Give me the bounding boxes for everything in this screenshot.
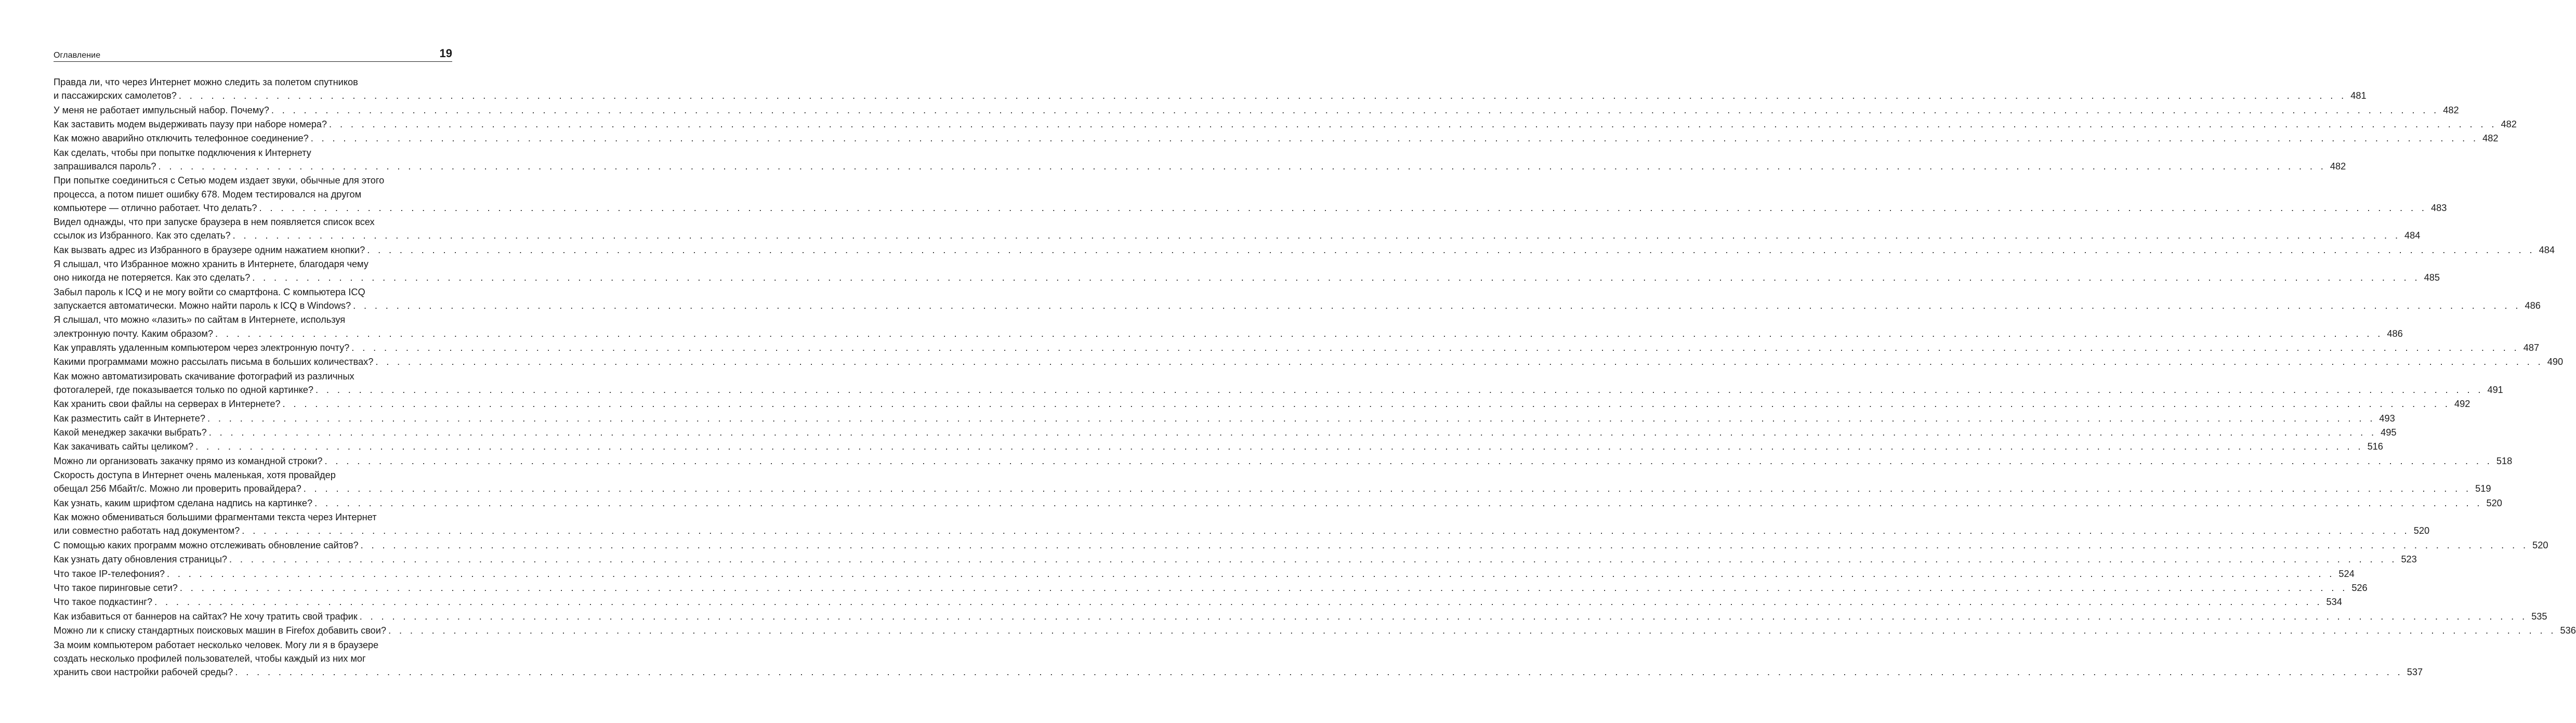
- toc-entry-last-line: [54, 117, 2517, 131]
- toc-entry-title: ссылок из Избранного. Как это сделать?: [54, 230, 231, 241]
- toc-entry-text-line: Я слышал, что можно «лазить» по сайтам в Интернете, используя: [54, 314, 346, 325]
- dot-leader: . . . . . . . . . . . . . . . . . . . . . . . . . . . . . . . . . . . . . . . . . . . . . . . . . . . . . . . . . . . . . . . . . . . . . . . . . . . . . . . . . . . . . . . . . . . . . . . . . . . . . . . . . . . . . . . . . . . . . . . . . . . . . . . . . . . . . . . . . . . . . . . . . . . . . . . . . . . . . . . . . . . . . . . . . . . . . . . . . . . . . . . . . . . . . . . . . . . . . . . .: [271, 104, 2439, 115]
- toc-entry[interactable]: [54, 355, 2564, 369]
- toc-entry-title: Как можно аварийно отключить телефонное соединение?: [54, 133, 309, 144]
- toc-entry-page-number: 482: [2330, 161, 2346, 172]
- toc-entry[interactable]: [54, 285, 2541, 312]
- dot-leader: . . . . . . . . . . . . . . . . . . . . . . . . . . . . . . . . . . . . . . . . . . . . . . . . . . . . . . . . . . . . . . . . . . . . . . . . . . . . . . . . . . . . . . . . . . . . . . . . . . . . . . . . . . . . . . . . . . . . . . . . . . . . . . . . . . . . . . . . . . . . . . . . . . . . . . . . . . . . . . . . . . . . . . . . . . . . . . . . . . . . . . . . . . . . . . . . . . . . . . . .: [353, 300, 2521, 311]
- toc-entry-title: фотогалерей, где показывается только по одной картинке?: [54, 384, 314, 395]
- toc-entry-page-number: 482: [2482, 133, 2499, 144]
- toc-entry-title: или совместно работать над документом?: [54, 525, 240, 536]
- toc-entry-page-number: 495: [2381, 427, 2397, 438]
- page-number: 19: [439, 47, 452, 60]
- toc-entry-text-line: создать несколько профилей пользователей, чтобы каждый из них мог: [54, 653, 366, 664]
- toc-entry-title: запускается автоматически. Можно найти пароль к ICQ в Windows?: [54, 300, 351, 311]
- toc-entry-title: У меня не работает импульсный набор. Почему?: [54, 104, 269, 115]
- toc-entry-title: запрашивался пароль?: [54, 161, 156, 172]
- toc-entry-title: компьютере — отлично работает. Что делать?: [54, 202, 257, 213]
- toc-entry[interactable]: [54, 624, 2576, 637]
- toc-entry-last-line: [54, 299, 2541, 312]
- toc-entry-page-number: 482: [2501, 119, 2517, 129]
- dot-leader: . . . . . . . . . . . . . . . . . . . . . . . . . . . . . . . . . . . . . . . . . . . . . . . . . . . . . . . . . . . . . . . . . . . . . . . . . . . . . . . . . . . . . . . . . . . . . . . . . . . . . . . . . . . . . . . . . . . . . . . . . . . . . . . . . . . . . . . . . . . . . . . . . . . . . . . . . . . . . . . . . . . . . . . . . . . . . . . . . . . . . . . . . . . . . . . . . . . . . . . .: [252, 272, 2421, 283]
- toc-entry-title: С помощью каких программ можно отслеживать обновление сайтов?: [54, 540, 359, 550]
- toc-entry-page-number: 486: [2387, 328, 2403, 339]
- toc-entry-last-line: [54, 89, 2367, 102]
- dot-leader: . . . . . . . . . . . . . . . . . . . . . . . . . . . . . . . . . . . . . . . . . . . . . . . . . . . . . . . . . . . . . . . . . . . . . . . . . . . . . . . . . . . . . . . . . . . . . . . . . . . . . . . . . . . . . . . . . . . . . . . . . . . . . . . . . . . . . . . . . . . . . . . . . . . . . . . . . . . . . . . . . . . . . . . . . . . . . . . . . . . . . . . . . . . . . . . . . . . . . . . .: [324, 455, 2493, 466]
- toc-entry-last-line: [54, 355, 2564, 369]
- toc-entry[interactable]: [54, 397, 2470, 411]
- toc-entry-last-line: [54, 327, 2403, 340]
- toc-entry-page-number: 519: [2475, 483, 2491, 494]
- toc-entry[interactable]: [54, 117, 2517, 131]
- running-title: Оглавление: [54, 51, 101, 60]
- toc-entry-title: хранить свои настройки рабочей среды?: [54, 666, 233, 677]
- toc-entry-page-number: 482: [2443, 104, 2459, 115]
- toc-entry-page-number: 534: [2326, 597, 2342, 608]
- toc-entry-last-line: [54, 454, 2513, 468]
- dot-leader: . . . . . . . . . . . . . . . . . . . . . . . . . . . . . . . . . . . . . . . . . . . . . . . . . . . . . . . . . . . . . . . . . . . . . . . . . . . . . . . . . . . . . . . . . . . . . . . . . . . . . . . . . . . . . . . . . . . . . . . . . . . . . . . . . . . . . . . . . . . . . . . . . . . . . . . . . . . . . . . . . . . . . . . . . . . . . . . . . . . . . . . . . . . . . . . . . . . . . . . .: [235, 666, 2403, 677]
- toc-entry-page-number: 490: [2547, 357, 2564, 367]
- toc-entry[interactable]: [54, 567, 2355, 581]
- toc-entry-page-number: 535: [2531, 611, 2547, 622]
- toc-entry-last-line: [54, 581, 2368, 595]
- dot-leader: . . . . . . . . . . . . . . . . . . . . . . . . . . . . . . . . . . . . . . . . . . . . . . . . . . . . . . . . . . . . . . . . . . . . . . . . . . . . . . . . . . . . . . . . . . . . . . . . . . . . . . . . . . . . . . . . . . . . . . . . . . . . . . . . . . . . . . . . . . . . . . . . . . . . . . . . . . . . . . . . . . . . . . . . . . . . . . . . . . . . . . . . . . . . . . . . . . . . . . . .: [242, 525, 2410, 536]
- toc-entry[interactable]: [54, 440, 2383, 453]
- dot-leader: . . . . . . . . . . . . . . . . . . . . . . . . . . . . . . . . . . . . . . . . . . . . . . . . . . . . . . . . . . . . . . . . . . . . . . . . . . . . . . . . . . . . . . . . . . . . . . . . . . . . . . . . . . . . . . . . . . . . . . . . . . . . . . . . . . . . . . . . . . . . . . . . . . . . . . . . . . . . . . . . . . . . . . . . . . . . . . . . . . . . . . . . . . . . . . . . . . . . . . . .: [208, 427, 2377, 438]
- toc-entry-last-line: [54, 524, 2430, 537]
- toc-entry[interactable]: [54, 426, 2397, 439]
- toc-entry-title: Как избавиться от баннеров на сайтах? Не хочу тратить свой трафик: [54, 611, 358, 622]
- toc-entry[interactable]: [54, 538, 2548, 552]
- toc-entry-text-line: Я слышал, что Избранное можно хранить в Интернете, благодаря чему: [54, 259, 369, 270]
- toc-entry-title: оно никогда не потеряется. Как это сделать?: [54, 272, 251, 283]
- dot-leader: . . . . . . . . . . . . . . . . . . . . . . . . . . . . . . . . . . . . . . . . . . . . . . . . . . . . . . . . . . . . . . . . . . . . . . . . . . . . . . . . . . . . . . . . . . . . . . . . . . . . . . . . . . . . . . . . . . . . . . . . . . . . . . . . . . . . . . . . . . . . . . . . . . . . . . . . . . . . . . . . . . . . . . . . . . . . . . . . . . . . . . . . . . . . . . . . . . . . . . . .: [207, 413, 2375, 424]
- toc-entry-title: Как хранить свои файлы на серверах в Интернете?: [54, 399, 281, 410]
- toc-entry-text-line: За моим компьютером работает несколько человек. Могу ли я в браузере: [54, 639, 379, 650]
- toc-entry-page-number: 486: [2525, 300, 2541, 311]
- dot-leader: . . . . . . . . . . . . . . . . . . . . . . . . . . . . . . . . . . . . . . . . . . . . . . . . . . . . . . . . . . . . . . . . . . . . . . . . . . . . . . . . . . . . . . . . . . . . . . . . . . . . . . . . . . . . . . . . . . . . . . . . . . . . . . . . . . . . . . . . . . . . . . . . . . . . . . . . . . . . . . . . . . . . . . . . . . . . . . . . . . . . . . . . . . . . . . . . . . . . . . . .: [314, 497, 2482, 508]
- toc-entry-title: Что такое пиринговые сети?: [54, 583, 178, 593]
- toc-entry-last-line: [54, 383, 2503, 397]
- toc-entry[interactable]: [54, 370, 2503, 397]
- toc-entry-last-line: [54, 271, 2440, 284]
- toc-entry-page-number: 520: [2486, 497, 2502, 508]
- dot-leader: . . . . . . . . . . . . . . . . . . . . . . . . . . . . . . . . . . . . . . . . . . . . . . . . . . . . . . . . . . . . . . . . . . . . . . . . . . . . . . . . . . . . . . . . . . . . . . . . . . . . . . . . . . . . . . . . . . . . . . . . . . . . . . . . . . . . . . . . . . . . . . . . . . . . . . . . . . . . . . . . . . . . . . . . . . . . . . . . . . . . . . . . . . . . . . . . . . . . . . . .: [388, 625, 2556, 636]
- dot-leader: . . . . . . . . . . . . . . . . . . . . . . . . . . . . . . . . . . . . . . . . . . . . . . . . . . . . . . . . . . . . . . . . . . . . . . . . . . . . . . . . . . . . . . . . . . . . . . . . . . . . . . . . . . . . . . . . . . . . . . . . . . . . . . . . . . . . . . . . . . . . . . . . . . . . . . . . . . . . . . . . . . . . . . . . . . . . . . . . . . . . . . . . . . . . . . . . . . . . . . . .: [282, 399, 2451, 410]
- toc-entry-last-line: [54, 624, 2576, 637]
- toc-entry-title: Что такое подкастинг?: [54, 597, 153, 608]
- toc-entry-page-number: 518: [2496, 455, 2513, 466]
- toc-entry-page-number: 523: [2401, 554, 2417, 565]
- toc-entry[interactable]: [54, 454, 2513, 468]
- toc-entry-page-number: 536: [2560, 625, 2576, 636]
- toc-entry-last-line: [54, 440, 2383, 453]
- toc-entry-page-number: 484: [2404, 230, 2421, 241]
- dot-leader: . . . . . . . . . . . . . . . . . . . . . . . . . . . . . . . . . . . . . . . . . . . . . . . . . . . . . . . . . . . . . . . . . . . . . . . . . . . . . . . . . . . . . . . . . . . . . . . . . . . . . . . . . . . . . . . . . . . . . . . . . . . . . . . . . . . . . . . . . . . . . . . . . . . . . . . . . . . . . . . . . . . . . . . . . . . . . . . . . . . . . . . . . . . . . . . . . . . . . . . .: [303, 483, 2472, 494]
- dot-leader: . . . . . . . . . . . . . . . . . . . . . . . . . . . . . . . . . . . . . . . . . . . . . . . . . . . . . . . . . . . . . . . . . . . . . . . . . . . . . . . . . . . . . . . . . . . . . . . . . . . . . . . . . . . . . . . . . . . . . . . . . . . . . . . . . . . . . . . . . . . . . . . . . . . . . . . . . . . . . . . . . . . . . . . . . . . . . . . . . . . . . . . . . . . . . . . . . . . . . . . .: [195, 441, 2363, 452]
- toc-entry-text-line: Видел однажды, что при запуске браузера в нем появляется список всех: [54, 217, 375, 228]
- dot-leader: . . . . . . . . . . . . . . . . . . . . . . . . . . . . . . . . . . . . . . . . . . . . . . . . . . . . . . . . . . . . . . . . . . . . . . . . . . . . . . . . . . . . . . . . . . . . . . . . . . . . . . . . . . . . . . . . . . . . . . . . . . . . . . . . . . . . . . . . . . . . . . . . . . . . . . . . . . . . . . . . . . . . . . . . . . . . . . . . . . . . . . . . . . . . . . . . . . . . . . . .: [259, 202, 2427, 213]
- toc-entry-last-line: [54, 610, 2547, 623]
- toc-entry[interactable]: [54, 132, 2499, 145]
- toc-entry[interactable]: [54, 174, 2447, 215]
- dot-leader: . . . . . . . . . . . . . . . . . . . . . . . . . . . . . . . . . . . . . . . . . . . . . . . . . . . . . . . . . . . . . . . . . . . . . . . . . . . . . . . . . . . . . . . . . . . . . . . . . . . . . . . . . . . . . . . . . . . . . . . . . . . . . . . . . . . . . . . . . . . . . . . . . . . . . . . . . . . . . . . . . . . . . . . . . . . . . . . . . . . . . . . . . . . . . . . . . . . . . . . .: [158, 161, 2327, 172]
- dot-leader: . . . . . . . . . . . . . . . . . . . . . . . . . . . . . . . . . . . . . . . . . . . . . . . . . . . . . . . . . . . . . . . . . . . . . . . . . . . . . . . . . . . . . . . . . . . . . . . . . . . . . . . . . . . . . . . . . . . . . . . . . . . . . . . . . . . . . . . . . . . . . . . . . . . . . . . . . . . . . . . . . . . . . . . . . . . . . . . . . . . . . . . . . . . . . . . . . . . . . . . .: [179, 583, 2348, 593]
- toc-entry-text-line: Как можно автоматизировать скачивание фотографий из различных: [54, 371, 354, 382]
- toc-entry-last-line: [54, 412, 2395, 425]
- toc-entry-page-number: 481: [2350, 90, 2367, 101]
- toc-entry-title: Как узнать, каким шрифтом сделана надпись на картинке?: [54, 497, 313, 508]
- toc-entry-text-line: Правда ли, что через Интернет можно следить за полетом спутников: [54, 77, 358, 87]
- toc-entry-title: Какой менеджер закачки выбрать?: [54, 427, 207, 438]
- dot-leader: . . . . . . . . . . . . . . . . . . . . . . . . . . . . . . . . . . . . . . . . . . . . . . . . . . . . . . . . . . . . . . . . . . . . . . . . . . . . . . . . . . . . . . . . . . . . . . . . . . . . . . . . . . . . . . . . . . . . . . . . . . . . . . . . . . . . . . . . . . . . . . . . . . . . . . . . . . . . . . . . . . . . . . . . . . . . . . . . . . . . . . . . . . . . . . . . . . . . . . . .: [375, 357, 2544, 367]
- toc-entry[interactable]: [54, 75, 2367, 102]
- dot-leader: . . . . . . . . . . . . . . . . . . . . . . . . . . . . . . . . . . . . . . . . . . . . . . . . . . . . . . . . . . . . . . . . . . . . . . . . . . . . . . . . . . . . . . . . . . . . . . . . . . . . . . . . . . . . . . . . . . . . . . . . . . . . . . . . . . . . . . . . . . . . . . . . . . . . . . . . . . . . . . . . . . . . . . . . . . . . . . . . . . . . . . . . . . . . . . . . . . . . . . . .: [232, 230, 2401, 241]
- toc-entry-text-line: Забыл пароль к ICQ и не могу войти со смартфона. С компьютера ICQ: [54, 286, 365, 297]
- toc-entry[interactable]: [54, 638, 2423, 679]
- toc-entry-last-line: [54, 426, 2397, 439]
- toc-entry-page-number: 492: [2454, 399, 2470, 410]
- toc-entry-page-number: 520: [2413, 525, 2430, 536]
- toc-entry-last-line: [54, 397, 2470, 411]
- toc-entry-title: и пассажирских самолетов?: [54, 90, 177, 101]
- toc-entry-last-line: [54, 103, 2459, 117]
- toc-entry-page-number: 493: [2379, 413, 2395, 424]
- toc-entry-title: Как закачивать сайты целиком?: [54, 441, 194, 452]
- toc-entry-title: Можно ли организовать закачку прямо из командной строки?: [54, 455, 323, 466]
- page-header: [54, 46, 452, 62]
- dot-leader: . . . . . . . . . . . . . . . . . . . . . . . . . . . . . . . . . . . . . . . . . . . . . . . . . . . . . . . . . . . . . . . . . . . . . . . . . . . . . . . . . . . . . . . . . . . . . . . . . . . . . . . . . . . . . . . . . . . . . . . . . . . . . . . . . . . . . . . . . . . . . . . . . . . . . . . . . . . . . . . . . . . . . . . . . . . . . . . . . . . . . . . . . . . . . . . . . . . . . . . .: [367, 244, 2535, 255]
- toc-entry-last-line: [54, 496, 2502, 510]
- dot-leader: . . . . . . . . . . . . . . . . . . . . . . . . . . . . . . . . . . . . . . . . . . . . . . . . . . . . . . . . . . . . . . . . . . . . . . . . . . . . . . . . . . . . . . . . . . . . . . . . . . . . . . . . . . . . . . . . . . . . . . . . . . . . . . . . . . . . . . . . . . . . . . . . . . . . . . . . . . . . . . . . . . . . . . . . . . . . . . . . . . . . . . . . . . . . . . . . . . . . . . . .: [166, 568, 2335, 579]
- toc-entry[interactable]: [54, 510, 2430, 537]
- toc-entry-page-number: 491: [2487, 384, 2503, 395]
- toc-entry-title: Как управлять удаленным компьютером через электронную почту?: [54, 342, 350, 353]
- dot-leader: . . . . . . . . . . . . . . . . . . . . . . . . . . . . . . . . . . . . . . . . . . . . . . . . . . . . . . . . . . . . . . . . . . . . . . . . . . . . . . . . . . . . . . . . . . . . . . . . . . . . . . . . . . . . . . . . . . . . . . . . . . . . . . . . . . . . . . . . . . . . . . . . . . . . . . . . . . . . . . . . . . . . . . . . . . . . . . . . . . . . . . . . . . . . . . . . . . . . . . . .: [329, 119, 2497, 129]
- toc-entry-page-number: 487: [2523, 342, 2540, 353]
- dot-leader: . . . . . . . . . . . . . . . . . . . . . . . . . . . . . . . . . . . . . . . . . . . . . . . . . . . . . . . . . . . . . . . . . . . . . . . . . . . . . . . . . . . . . . . . . . . . . . . . . . . . . . . . . . . . . . . . . . . . . . . . . . . . . . . . . . . . . . . . . . . . . . . . . . . . . . . . . . . . . . . . . . . . . . . . . . . . . . . . . . . . . . . . . . . . . . . . . . . . . . . .: [229, 554, 2397, 565]
- dot-leader: . . . . . . . . . . . . . . . . . . . . . . . . . . . . . . . . . . . . . . . . . . . . . . . . . . . . . . . . . . . . . . . . . . . . . . . . . . . . . . . . . . . . . . . . . . . . . . . . . . . . . . . . . . . . . . . . . . . . . . . . . . . . . . . . . . . . . . . . . . . . . . . . . . . . . . . . . . . . . . . . . . . . . . . . . . . . . . . . . . . . . . . . . . . . . . . . . . . . . . . .: [316, 384, 2483, 395]
- toc-entry[interactable]: [54, 243, 2555, 257]
- toc-entry-title: Как разместить сайт в Интернете?: [54, 413, 205, 424]
- toc-entry-last-line: [54, 201, 2447, 215]
- toc-entry-title: Что такое IP-телефония?: [54, 568, 165, 579]
- toc-entry[interactable]: [54, 610, 2547, 623]
- toc-entry[interactable]: [54, 595, 2342, 609]
- toc-entry-page-number: 483: [2430, 202, 2447, 213]
- toc-entry-title: Как заставить модем выдерживать паузу при наборе номера?: [54, 119, 327, 129]
- dot-leader: . . . . . . . . . . . . . . . . . . . . . . . . . . . . . . . . . . . . . . . . . . . . . . . . . . . . . . . . . . . . . . . . . . . . . . . . . . . . . . . . . . . . . . . . . . . . . . . . . . . . . . . . . . . . . . . . . . . . . . . . . . . . . . . . . . . . . . . . . . . . . . . . . . . . . . . . . . . . . . . . . . . . . . . . . . . . . . . . . . . . . . . . . . . . . . . . . . . . . . . .: [351, 342, 2520, 353]
- dot-leader: . . . . . . . . . . . . . . . . . . . . . . . . . . . . . . . . . . . . . . . . . . . . . . . . . . . . . . . . . . . . . . . . . . . . . . . . . . . . . . . . . . . . . . . . . . . . . . . . . . . . . . . . . . . . . . . . . . . . . . . . . . . . . . . . . . . . . . . . . . . . . . . . . . . . . . . . . . . . . . . . . . . . . . . . . . . . . . . . . . . . . . . . . . . . . . . . . . . . . . . .: [154, 597, 2322, 608]
- toc-entry-last-line: [54, 229, 2421, 242]
- toc-entry-text-line: Как сделать, чтобы при попытке подключения к Интернету: [54, 147, 311, 158]
- dot-leader: . . . . . . . . . . . . . . . . . . . . . . . . . . . . . . . . . . . . . . . . . . . . . . . . . . . . . . . . . . . . . . . . . . . . . . . . . . . . . . . . . . . . . . . . . . . . . . . . . . . . . . . . . . . . . . . . . . . . . . . . . . . . . . . . . . . . . . . . . . . . . . . . . . . . . . . . . . . . . . . . . . . . . . . . . . . . . . . . . . . . . . . . . . . . . . . . . . . . . . . .: [310, 133, 2479, 144]
- toc-entry[interactable]: [54, 257, 2440, 284]
- toc-entry-last-line: [54, 665, 2423, 679]
- toc-entry-page-number: 524: [2338, 568, 2355, 579]
- toc-entry-last-line: [54, 553, 2417, 566]
- dot-leader: . . . . . . . . . . . . . . . . . . . . . . . . . . . . . . . . . . . . . . . . . . . . . . . . . . . . . . . . . . . . . . . . . . . . . . . . . . . . . . . . . . . . . . . . . . . . . . . . . . . . . . . . . . . . . . . . . . . . . . . . . . . . . . . . . . . . . . . . . . . . . . . . . . . . . . . . . . . . . . . . . . . . . . . . . . . . . . . . . . . . . . . . . . . . . . . . . . . . . . . .: [359, 611, 2528, 622]
- toc-entry[interactable]: [54, 341, 2540, 354]
- toc-entry-page-number: 526: [2351, 583, 2368, 593]
- dot-leader: . . . . . . . . . . . . . . . . . . . . . . . . . . . . . . . . . . . . . . . . . . . . . . . . . . . . . . . . . . . . . . . . . . . . . . . . . . . . . . . . . . . . . . . . . . . . . . . . . . . . . . . . . . . . . . . . . . . . . . . . . . . . . . . . . . . . . . . . . . . . . . . . . . . . . . . . . . . . . . . . . . . . . . . . . . . . . . . . . . . . . . . . . . . . . . . . . . . . . . . .: [360, 540, 2529, 550]
- toc-entry-title: Как узнать дату обновления страницы?: [54, 554, 228, 565]
- toc-entry-text-line: При попытке соединиться с Сетью модем издает звуки, обычные для этого: [54, 175, 385, 186]
- toc-entry[interactable]: [54, 553, 2417, 566]
- toc-entry-text-line: Как можно обмениваться большими фрагментами текста через Интернет: [54, 512, 377, 523]
- table-of-contents: [54, 75, 2576, 679]
- toc-entry[interactable]: [54, 103, 2459, 117]
- toc-entry[interactable]: [54, 581, 2368, 595]
- toc-entry-page-number: 484: [2539, 244, 2555, 255]
- toc-entry-text-line: процесса, а потом пишет ошибку 678. Модем тестировался на другом: [54, 189, 362, 200]
- toc-entry-title: обещал 256 Мбайт/с. Можно ли проверить провайдера?: [54, 483, 301, 494]
- toc-entry-title: Как вызвать адрес из Избранного в браузере одним нажатием кнопки?: [54, 244, 365, 255]
- toc-entry-title: Какими программами можно рассылать письма в больших количествах?: [54, 357, 374, 367]
- toc-entry-last-line: [54, 341, 2540, 354]
- toc-entry[interactable]: [54, 313, 2403, 340]
- toc-entry-page-number: 516: [2367, 441, 2383, 452]
- dot-leader: . . . . . . . . . . . . . . . . . . . . . . . . . . . . . . . . . . . . . . . . . . . . . . . . . . . . . . . . . . . . . . . . . . . . . . . . . . . . . . . . . . . . . . . . . . . . . . . . . . . . . . . . . . . . . . . . . . . . . . . . . . . . . . . . . . . . . . . . . . . . . . . . . . . . . . . . . . . . . . . . . . . . . . . . . . . . . . . . . . . . . . . . . . . . . . . . . . . . . . . .: [215, 328, 2383, 339]
- toc-entry-title: электронную почту. Каким образом?: [54, 328, 213, 339]
- toc-entry-page-number: 485: [2424, 272, 2440, 283]
- toc-entry[interactable]: [54, 468, 2491, 495]
- toc-entry-page-number: 537: [2407, 666, 2423, 677]
- toc-entry-last-line: [54, 538, 2548, 552]
- toc-entry[interactable]: [54, 496, 2502, 510]
- toc-entry-last-line: [54, 595, 2342, 609]
- toc-entry-text-line: Скорость доступа в Интернет очень маленькая, хотя провайдер: [54, 470, 336, 481]
- toc-entry-title: Можно ли к списку стандартных поисковых машин в Firefox добавить свои?: [54, 625, 387, 636]
- toc-entry[interactable]: [54, 146, 2346, 173]
- toc-entry[interactable]: [54, 215, 2421, 242]
- toc-entry[interactable]: [54, 412, 2395, 425]
- toc-entry-last-line: [54, 160, 2346, 173]
- dot-leader: . . . . . . . . . . . . . . . . . . . . . . . . . . . . . . . . . . . . . . . . . . . . . . . . . . . . . . . . . . . . . . . . . . . . . . . . . . . . . . . . . . . . . . . . . . . . . . . . . . . . . . . . . . . . . . . . . . . . . . . . . . . . . . . . . . . . . . . . . . . . . . . . . . . . . . . . . . . . . . . . . . . . . . . . . . . . . . . . . . . . . . . . . . . . . . . . . . . . . . . .: [178, 90, 2347, 101]
- toc-entry-page-number: 520: [2532, 540, 2548, 550]
- toc-entry-last-line: [54, 243, 2555, 257]
- toc-entry-last-line: [54, 132, 2499, 145]
- toc-entry-last-line: [54, 567, 2355, 581]
- toc-entry-last-line: [54, 482, 2491, 495]
